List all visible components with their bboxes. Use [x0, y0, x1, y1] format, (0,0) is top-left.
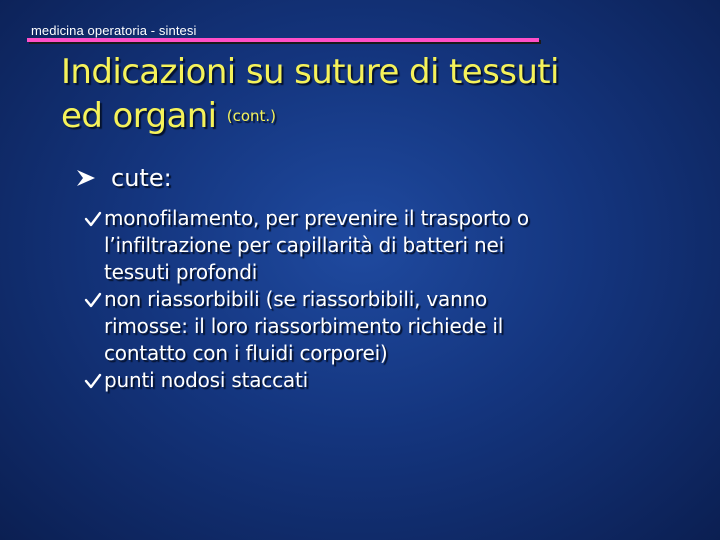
- title-suffix: (cont.): [226, 107, 277, 125]
- main-bullet-text: cute:: [111, 164, 172, 192]
- title-line-2: ed organi: [61, 96, 217, 136]
- sub-list: [84, 205, 714, 394]
- checkmark-icon: [84, 372, 102, 390]
- checkmark-icon: [84, 291, 102, 309]
- list-item-text: non riassorbibili (se riassorbibili, vanno rimosse: il loro riassorbimento richiede il contatto con i fluidi corporei): [104, 287, 504, 365]
- arrow-bullet-icon: [75, 167, 97, 189]
- title-line-1: Indicazioni su suture di tessuti: [61, 52, 559, 92]
- list-item-text: punti nodosi staccati: [104, 368, 308, 392]
- header-label: medicina operatoria - sintesi: [31, 23, 197, 38]
- list-item: [84, 205, 714, 286]
- list-item: [84, 286, 714, 367]
- main-bullet: [75, 164, 172, 192]
- checkmark-icon: [84, 210, 102, 228]
- header-rule: [27, 38, 539, 42]
- list-item-text: monofilamento, per prevenire il trasporto o l’infiltrazione per capillarità di batteri nei tessuti profondi: [104, 206, 529, 284]
- slide-title: [61, 50, 559, 138]
- list-item: [84, 367, 714, 394]
